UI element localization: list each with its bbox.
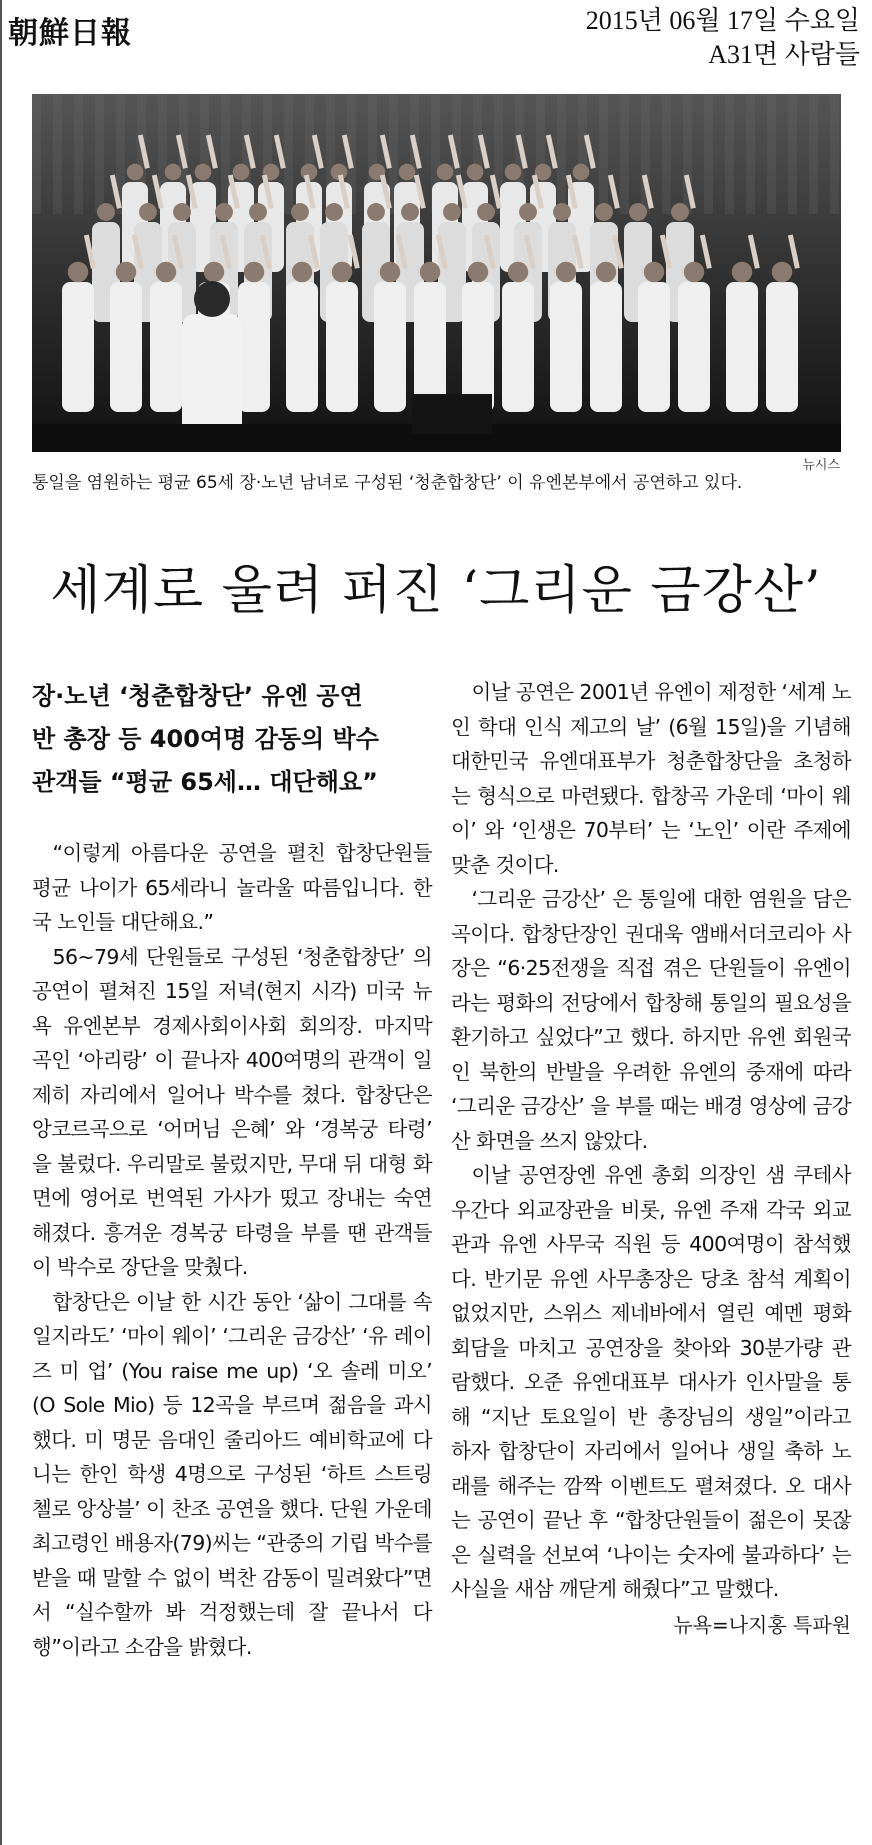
subheadline-block: [32, 675, 432, 804]
right-column: [451, 675, 851, 1638]
body-paragraph: “이렇게 아름다운 공연을 펼친 합창단원들 평균 나이가 65세라니 놀라울 따름입니다. 한국 노인들 대단해요.”: [32, 841, 432, 934]
newspaper-masthead: 朝鮮日報: [8, 16, 132, 51]
body-paragraph: 이날 공연은 2001년 유엔이 제정한 ‘세계 노인 학대 인식 제고의 날’ (6월 15일)을 기념해 대한민국 유엔대표부가 청춘합창단을 초청하는 형식으로 마련됐다. 합창곡 가운데 ‘마이 웨이’ 와 ‘인생은 70부터’ 는 ‘노인’ 이란 주제에 맞춘 것이다.: [451, 680, 851, 877]
page-left-border: [0, 0, 2, 1845]
dateline: [586, 4, 860, 72]
page-section: A31면 사람들: [708, 40, 860, 69]
issue-date: 2015년 06월 17일 수요일: [585, 6, 860, 35]
left-column: [32, 675, 432, 1664]
body-paragraph: 56~79세 단원들로 구성된 ‘청춘합창단’ 의 공연이 펼쳐진 15일 저녁(현지 시각) 미국 뉴욕 유엔본부 경제사회이사회 회의장. 마지막 곡인 ‘아리랑’ 이 끝나자 400여명의 관객이 일제히 자리에서 일어나 박수를 쳤다. 합창단은 앙코르곡으로 ‘어머님 은혜’ 와 ‘경복궁 타령’ 을 불렀다. 우리말로 불렀지만, 무대 뒤 대형 화면에 영어로 번역된 가사가 떴고 장내는 숙연해졌다. 흥겨운 경복궁 타령을 부를 땐 관객들이 박수로 장단을 맞췄다.: [32, 944, 432, 1279]
subheadline-line: 관객들 “평균 65세… 대단해요”: [32, 768, 378, 796]
body-paragraph: ‘그리운 금강산’ 은 통일에 대한 염원을 담은 곡이다. 합창단장인 권대욱 앰배서더코리아 사장은 “6·25전쟁을 직접 겪은 단원들이 유엔이라는 평화의 전당에서 합창해 통일의 필요성을 환기하고 싶었다”고 했다. 하지만 유엔 회원국인 북한의 반발을 우려한 유엔의 중재에 따라 ‘그리운 금강산’ 을 부를 때는 배경 영상에 금강산 화면을 쓰지 않았다.: [451, 887, 851, 1153]
reporter-byline: 뉴욕=나지홍 특파원: [673, 1612, 851, 1637]
body-paragraph: 이날 공연장엔 유엔 총회 의장인 샘 쿠테사 우간다 외교장관을 비롯, 유엔 주재 각국 외교관과 유엔 사무국 직원 등 400여명이 참석했다. 반기문 유엔 사무총장은 당초 참석 계획이 없었지만, 스위스 제네바에서 열린 예멘 평화회담을 마치고 공연장을 찾아와 30분가량 관람했다. 오준 유엔대표부 대사가 인사말을 통해 “지난 토요일이 반 총장님의 생일”이라고 하자 합창단이 자리에서 일어나 생일 축하 노래를 해주는 깜짝 이벤트도 펼쳐졌다. 오 대사는 공연이 끝난 후 “합창단원들이 젊은이 못잖은 실력을 선보여 ‘나이는 숫자에 불과하다’ 는 사실을 새삼 깨닫게 해줬다”고 말했다.: [451, 1163, 851, 1601]
photo-credit: 뉴시스: [802, 458, 840, 473]
subheadline-line: 장·노년 ‘청춘합창단’ 유엔 공연: [32, 682, 363, 710]
body-paragraph: 합창단은 이날 한 시간 동안 ‘삶이 그대를 속일지라도’ ‘마이 웨이’ ‘그리운 금강산’ ‘유 레이즈 미 업’ (You raise me up) ‘오 솔레 미오’ (O Sole Mio) 등 12곡을 부르며 젊음을 과시했다. 미 명문 음대인 줄리아드 예비학교에 다니는 한인 학생 4명으로 구성된 ‘하트 스트링 첼로 앙상블’ 이 찬조 공연을 했다. 단원 가운데 최고령인 배용자(79)씨는 “관중의 기립 박수를 받을 때 말할 수 없이 벅찬 감동이 밀려왔다”면서 “실수할까 봐 걱정했는데 잘 끝나서 다행”이라고 소감을 밝혔다.: [32, 1289, 432, 1659]
choir-photo: [32, 94, 841, 452]
article-headline: 세계로 울려 퍼진 ‘그리운 금강산’: [50, 561, 822, 621]
subheadline-line: 반 총장 등 400여명 감동의 박수: [32, 725, 379, 753]
choir-photo-image: [32, 94, 841, 452]
photo-caption: 통일을 염원하는 평균 65세 장·노년 남녀로 구성된 ‘청춘합창단’ 이 유엔본부에서 공연하고 있다.: [32, 473, 743, 493]
